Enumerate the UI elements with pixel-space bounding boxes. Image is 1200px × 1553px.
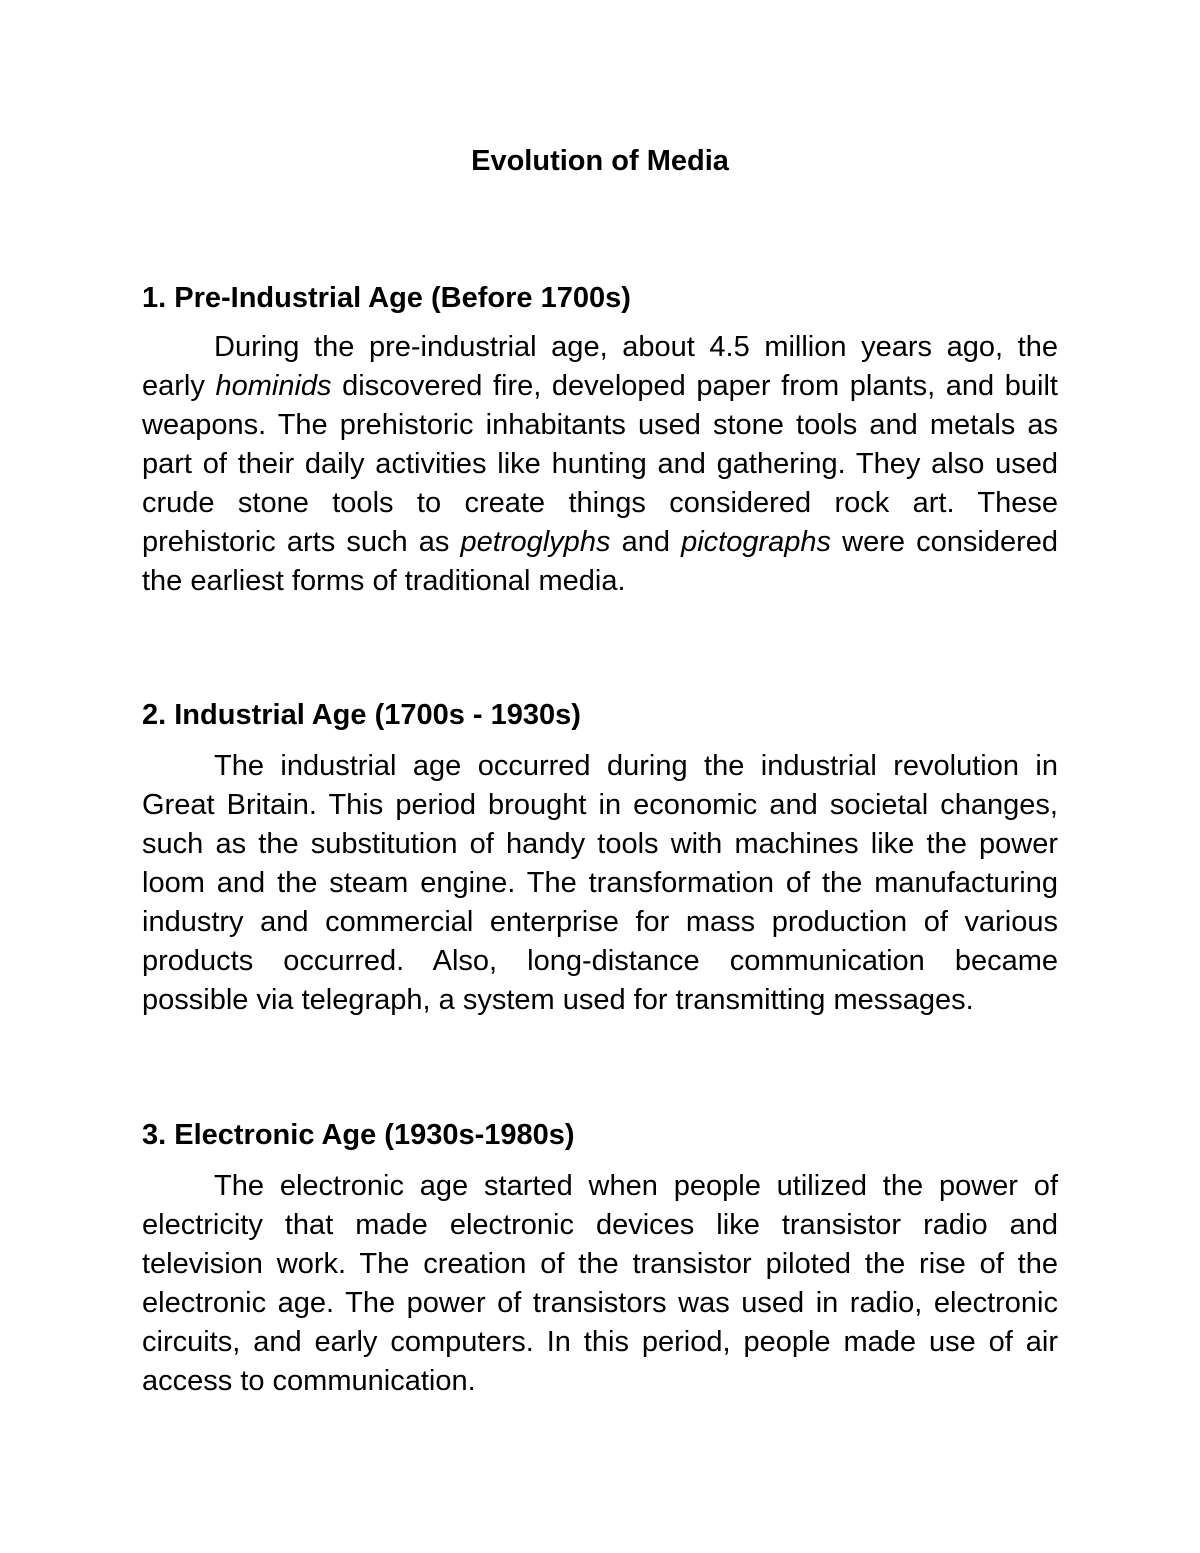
section-body-electronic: The electronic age started when people utilized the power of electricity that made electronic devices like transistor radio and television work. The creation of the transistor piloted the rise of the electronic age. The power of transistors was used in radio, electronic circuits, and early computers. In this period, people made use of air access to communication. [142, 1170, 1058, 1397]
section-body-pre-industrial [142, 328, 1058, 601]
body-text: During the pre-industrial age, about 4.5 million years ago, the early [142, 331, 1058, 402]
section-heading-pre-industrial: 1. Pre-Industrial Age (Before 1700s) [142, 282, 631, 314]
body-text: discovered fire, developed paper from plants, and built weapons. The prehistoric inhabitants used stone tools and metals as part of their daily activities like hunting and gathering. They also used crude stone tools to create things considered rock art. These prehistoric arts such as [142, 370, 1058, 558]
italic-term-hominids: hominids [215, 370, 332, 402]
section-heading-electronic: 3. Electronic Age (1930s-1980s) [142, 1119, 575, 1151]
section-heading-industrial: 2. Industrial Age (1700s - 1930s) [142, 699, 581, 731]
body-text: were considered the earliest forms of traditional media. [142, 526, 1059, 597]
italic-term-petroglyphs: petroglyphs [460, 526, 611, 558]
body-text: and [610, 526, 682, 558]
document-title: Evolution of Media [471, 145, 729, 177]
section-body-industrial: The industrial age occurred during the industrial revolution in Great Britain. This period brought in economic and societal changes, such as the substitution of handy tools with machines like the power loom and the steam engine. The transformation of the manufacturing industry and commercial enterprise for mass production of various products occurred. Also, long-distance communication became possible via telegraph, a system used for transmitting messages. [142, 750, 1058, 1016]
italic-term-pictographs: pictographs [681, 526, 832, 558]
